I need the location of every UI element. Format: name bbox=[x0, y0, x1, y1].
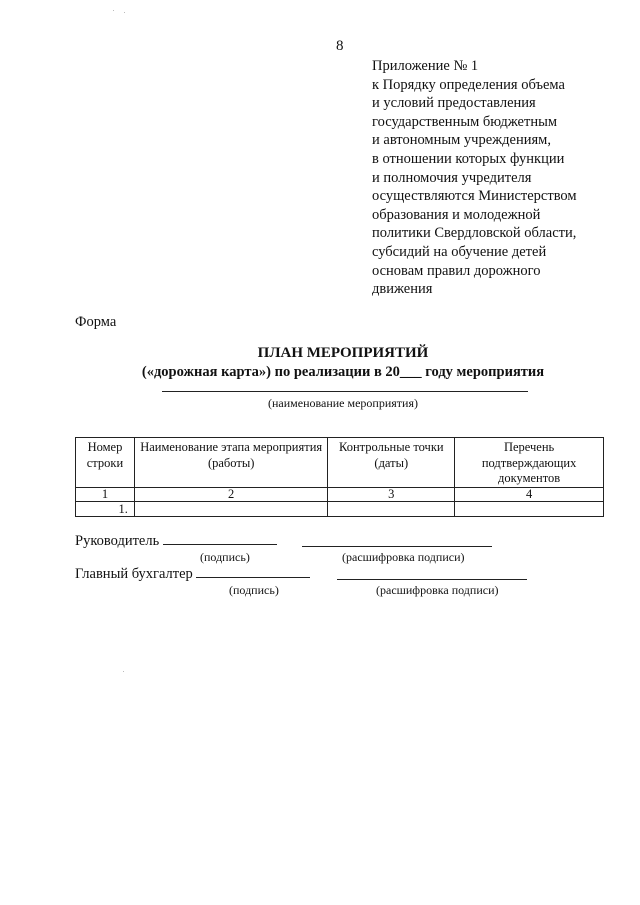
column-number: 3 bbox=[328, 487, 455, 501]
accountant-decoding-caption: (расшифровка подписи) bbox=[376, 583, 499, 597]
roadmap-table bbox=[75, 437, 604, 517]
appendix-block bbox=[372, 57, 622, 299]
appendix-line: к Порядку определения объема bbox=[372, 76, 565, 93]
head-signature-line bbox=[75, 533, 277, 550]
head-signature-blank bbox=[163, 544, 277, 545]
accountant-label: Главный бухгалтер bbox=[75, 566, 193, 582]
appendix-line: политики Свердловской области, bbox=[372, 225, 577, 242]
table-cell bbox=[455, 501, 604, 516]
appendix-line: и условий предоставления bbox=[372, 95, 536, 112]
table-column-numbers-row bbox=[76, 487, 604, 501]
table-cell: 1. bbox=[76, 501, 135, 516]
plan-title: ПЛАН МЕРОПРИЯТИЙ bbox=[257, 345, 429, 361]
appendix-line: в отношении которых функции bbox=[372, 150, 565, 167]
accountant-decoding-blank bbox=[337, 579, 527, 580]
table-header-row bbox=[76, 438, 604, 488]
head-decoding-blank bbox=[302, 546, 492, 547]
header-row-number: Номер строки bbox=[76, 438, 135, 488]
table-cell bbox=[328, 501, 455, 516]
head-decoding-caption: (расшифровка подписи) bbox=[342, 550, 465, 564]
appendix-line: образования и молодежной bbox=[372, 206, 541, 223]
appendix-line: осуществляются Министерством bbox=[372, 188, 577, 205]
event-name-line bbox=[162, 391, 528, 392]
appendix-line: государственным бюджетным bbox=[372, 113, 558, 130]
appendix-line: субсидий на обучение детей bbox=[372, 243, 547, 260]
scan-speck bbox=[123, 671, 124, 672]
head-signature-caption: (подпись) bbox=[200, 550, 250, 564]
column-number: 1 bbox=[76, 487, 135, 501]
appendix-line: основам правил дорожного bbox=[372, 262, 541, 279]
header-stage-name: Наименование этапа мероприятия (работы) bbox=[134, 438, 328, 488]
head-label: Руководитель bbox=[75, 533, 160, 549]
scan-speck bbox=[124, 12, 125, 13]
form-label: Форма bbox=[75, 314, 117, 330]
page-number: 8 bbox=[336, 38, 344, 54]
scan-speck bbox=[113, 10, 114, 11]
column-number: 4 bbox=[455, 487, 604, 501]
accountant-signature-caption: (подпись) bbox=[229, 583, 279, 597]
event-name-caption: (наименование мероприятия) bbox=[268, 396, 418, 410]
appendix-line: и полномочия учредителя bbox=[372, 169, 532, 186]
column-number: 2 bbox=[134, 487, 328, 501]
appendix-line: Приложение № 1 bbox=[372, 58, 479, 74]
table-cell bbox=[134, 501, 328, 516]
header-control-points: Контрольные точки (даты) bbox=[328, 438, 455, 488]
accountant-signature-blank bbox=[196, 577, 310, 578]
appendix-line: движения bbox=[372, 281, 433, 298]
accountant-signature-line bbox=[75, 566, 310, 583]
header-documents: Перечень подтверждающих документов bbox=[455, 438, 604, 488]
table-row bbox=[76, 501, 604, 516]
appendix-line: и автономным учреждениям, bbox=[372, 132, 551, 149]
plan-subtitle: («дорожная карта») по реализации в 20___ году мероприятия bbox=[141, 364, 545, 380]
